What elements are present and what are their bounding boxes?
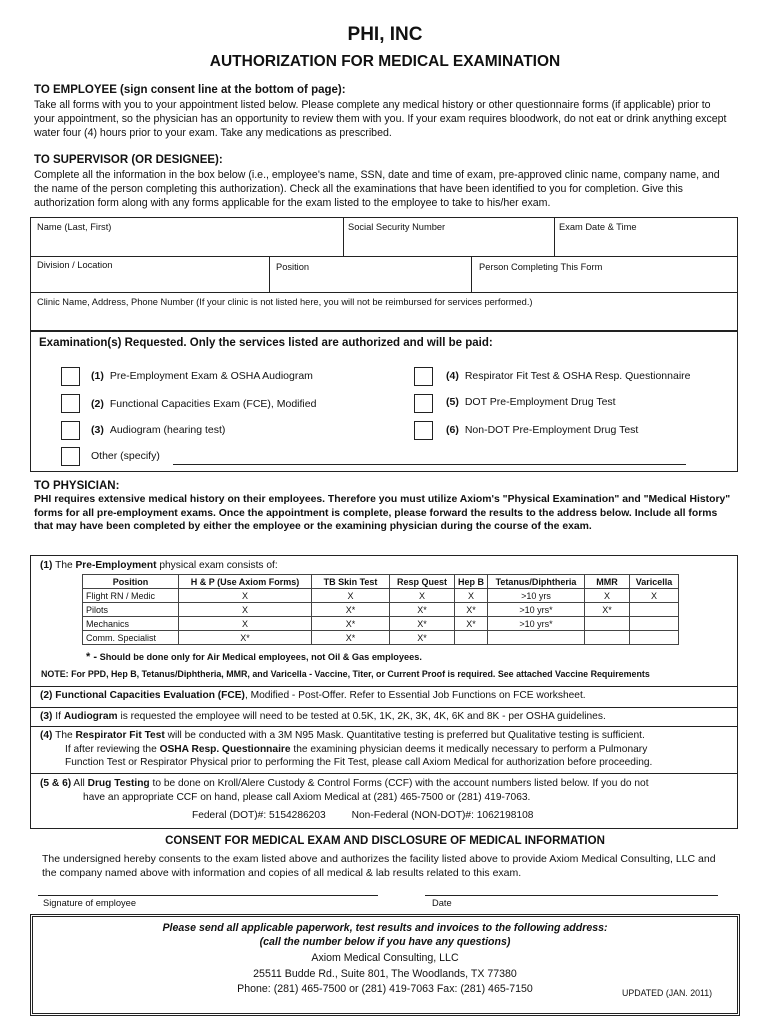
col-mmr: MMR	[585, 575, 630, 589]
employee-instructions: Take all forms with you to your appointment listed below. Please complete any medical history or other questionnaire forms (if applicable) prior to your appointment, so the physician has an opportunity to review them with you. If your exam requires bloodwork, do not eat or drink anything except water four (4) hours prior to your exam. Take any medications as prescribed.	[34, 99, 727, 139]
exam-4-checkbox[interactable]	[414, 367, 433, 386]
drug-testing-section: (5 & 6) All Drug Testing to be done on Kroll/Alere Custody & Control Forms (CCF) with the account numbers listed below. If you do not have an appropriate CCF on hand, please call Axiom Medical at (281) 465-7500 or (281) 419-7063. Federal (DOT)#: 5154286203 Non-Federal (NON-DOT)#: 1062198108	[40, 778, 649, 821]
supervisor-heading: TO SUPERVISOR (OR DESIGNEE):	[34, 154, 223, 166]
exam-2-checkbox[interactable]	[61, 394, 80, 413]
consent-text: The undersigned hereby consents to the exam listed above and authorizes the facility listed above to provide Axiom Medical Consulting, LLC and the company named above with information and copies of all medical & lab results related to this exam.	[42, 853, 716, 879]
col-position: Position	[83, 575, 179, 589]
audiogram-section: (3) If Audiogram is requested the employee will need to be tested at 0.5K, 1K, 2K, 3K, 4K, 6K and 8K - per OSHA guidelines.	[40, 711, 606, 722]
exam-3-label: (3) Audiogram (hearing test)	[91, 424, 226, 436]
exam-2-label: (2) Functional Capacities Exam (FCE), Modified	[91, 398, 317, 410]
exam-1-checkbox[interactable]	[61, 367, 80, 386]
mailing-phone: Phone: (281) 465-7500 or (281) 419-7063 Fax: (281) 465-7150	[237, 983, 533, 995]
clinic-field[interactable]: Clinic Name, Address, Phone Number (If your clinic is not listed here, you will not be reimbursed for services performed.)	[37, 297, 533, 307]
col-tb: TB Skin Test	[312, 575, 390, 589]
mailing-company: Axiom Medical Consulting, LLC	[311, 952, 459, 964]
company-name: PHI, INC	[347, 24, 423, 45]
exam-date-field[interactable]: Exam Date & Time	[559, 222, 637, 232]
date-line[interactable]	[425, 895, 718, 896]
mailing-note: (call the number below if you have any questions)	[259, 936, 511, 948]
division-field[interactable]: Division / Location	[37, 260, 113, 270]
signature-label: Signature of employee	[43, 898, 137, 908]
exam-4-label: (4) Respirator Fit Test & OSHA Resp. Questionnaire	[446, 370, 691, 382]
physician-heading: TO PHYSICIAN:	[34, 480, 120, 492]
exam-3-checkbox[interactable]	[61, 421, 80, 440]
form-title: AUTHORIZATION FOR MEDICAL EXAMINATION	[209, 53, 561, 70]
exam-1-label: (1) Pre-Employment Exam & OSHA Audiogram	[91, 370, 313, 382]
exam-5-checkbox[interactable]	[414, 394, 433, 413]
mailing-instruction: Please send all applicable paperwork, test results and invoices to the following address:	[162, 922, 608, 934]
position-field[interactable]: Position	[276, 262, 310, 272]
respirator-section: (4) The Respirator Fit Test will be conducted with a 3M N95 Mask. Quantitative testing is preferred but Qualitative testing is sufficient. If after reviewing the OSHA Resp. Questionnaire the examining physician deems it medically necessary to perform a Pulmonary Function Test or Respirator Physical prior to performing the Fit Test, please call Axiom Medical for authorization before proceeding.	[40, 730, 653, 768]
exam-6-checkbox[interactable]	[414, 421, 433, 440]
supervisor-instructions: Complete all the information in the box below (i.e., employee's name, SSN, date and time of exam, pre-approved clinic name, company name, and the name of the person completing this authorization). Check all the examinations that have been identified to you for completion. Give this authorization form along with any forms applicable for the exam listed to the employee to take to his/her exam.	[34, 169, 720, 209]
col-hp: H & P (Use Axiom Forms)	[179, 575, 312, 589]
exam-5-label: (5) DOT Pre-Employment Drug Test	[446, 396, 616, 408]
exam-6-label: (6) Non-DOT Pre-Employment Drug Test	[446, 424, 639, 436]
col-hepb: Hep B	[455, 575, 488, 589]
col-varicella: Varicella	[630, 575, 679, 589]
name-field[interactable]: Name (Last, First)	[37, 222, 112, 232]
pre-employment-table	[82, 574, 679, 645]
date-label: Date	[432, 898, 452, 908]
other-specify-line[interactable]	[173, 464, 686, 465]
table-row: Comm. Specialist X* X* X*	[83, 631, 679, 645]
col-resp: Resp Quest	[390, 575, 455, 589]
pre-employment-intro: (1) The Pre-Employment physical exam consists of:	[40, 560, 278, 571]
completer-field[interactable]: Person Completing This Form	[479, 262, 603, 272]
ssn-field[interactable]: Social Security Number	[348, 222, 446, 232]
table-row: Pilots X X* X* X* >10 yrs* X*	[83, 603, 679, 617]
employee-info-box	[30, 217, 738, 331]
table-row: Flight RN / Medic X X X X >10 yrs X X	[83, 589, 679, 603]
exam-other-label: Other (specify)	[91, 450, 160, 462]
exam-other-checkbox[interactable]	[61, 447, 80, 466]
employee-heading: TO EMPLOYEE (sign consent line at the bottom of page):	[34, 84, 346, 96]
table-row: Mechanics X X* X* X* >10 yrs*	[83, 617, 679, 631]
updated-date: UPDATED (JAN. 2011)	[622, 988, 713, 998]
table-header-row	[83, 575, 679, 589]
fce-section: (2) Functional Capacities Evaluation (FCE), Modified - Post-Offer. Refer to Essential Job Functions on FCE worksheet.	[40, 690, 586, 701]
signature-line[interactable]	[38, 895, 378, 896]
consent-heading: CONSENT FOR MEDICAL EXAM AND DISCLOSURE OF MEDICAL INFORMATION	[165, 835, 605, 847]
exams-heading: Examination(s) Requested. Only the services listed are authorized and will be paid:	[39, 337, 493, 349]
physician-instructions: PHI requires extensive medical history on their employees. Therefore you must utilize Axiom's "Physical Examination" and "Medical History" forms for all pre-employment exams. Once the appointment is complete, please forward the results to the address below. Include all forms that may have been completed by either the employee or the examining physician during the course of the exam.	[34, 494, 731, 532]
mailing-address: 25511 Budde Rd., Suite 801, The Woodlands, TX 77380	[253, 968, 517, 980]
table-footnote: * - Should be done only for Air Medical employees, not Oil & Gas employees.	[86, 651, 422, 663]
vaccine-note: NOTE: For PPD, Hep B, Tetanus/Diphtheria, MMR, and Varicella - Vaccine, Titer, or Current Proof is required. See attached Vaccine Requirements	[41, 669, 650, 679]
col-tetanus: Tetanus/Diphtheria	[488, 575, 585, 589]
